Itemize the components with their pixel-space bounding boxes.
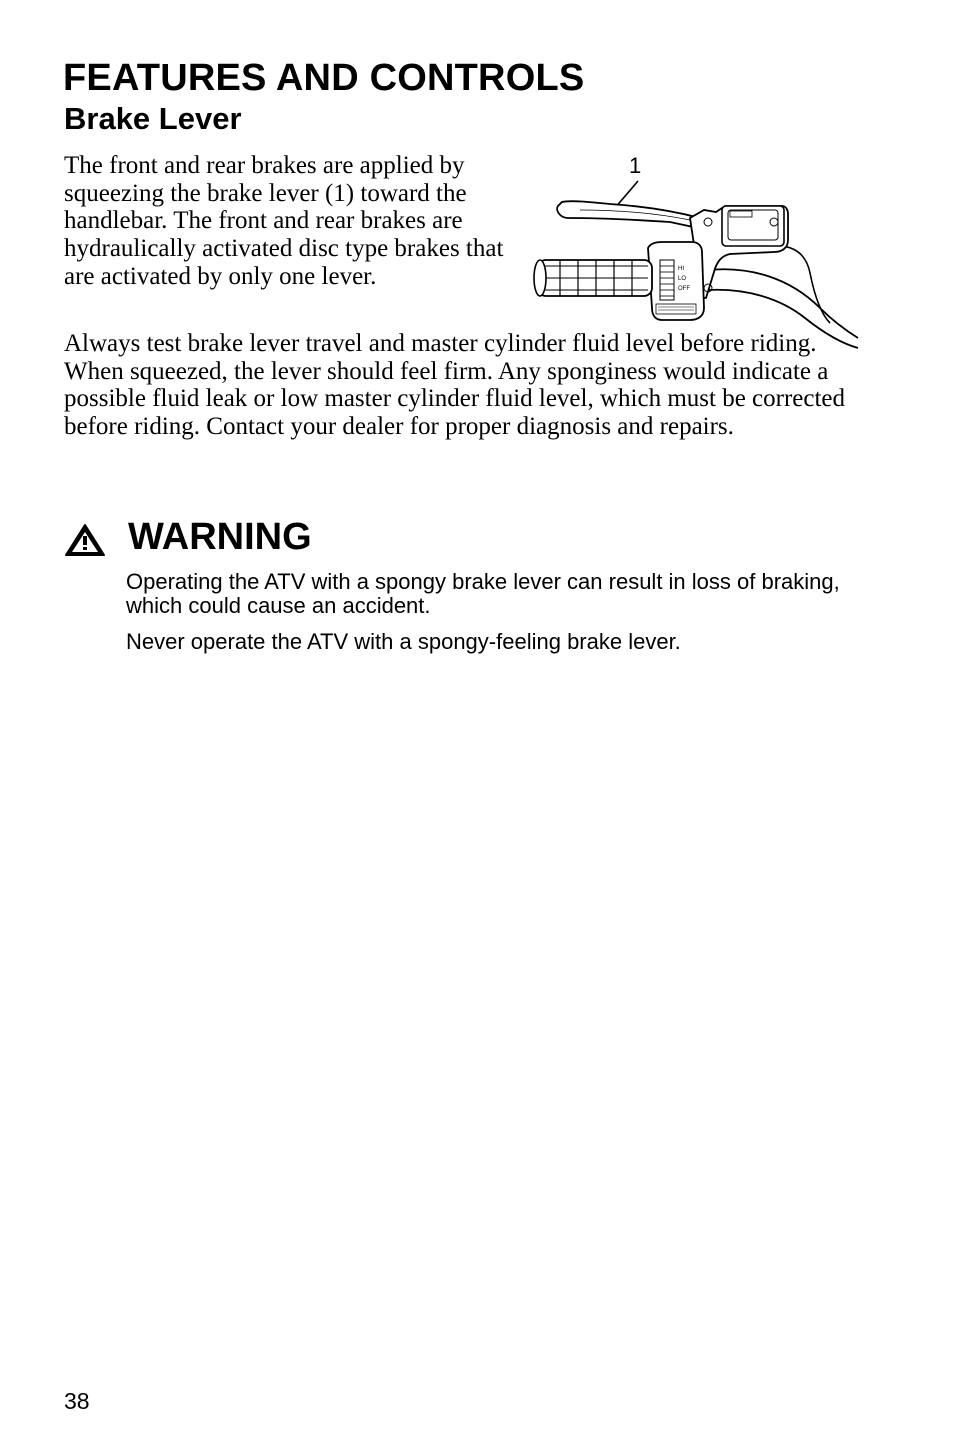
switch-label-off: OFF: [678, 286, 690, 292]
body-paragraph-2: Always test brake lever travel and master cylinder fluid level before riding. When squeezed, the lever should feel firm. Any sponginess would indicate a possible fluid leak or low master cylinder fluid level, which must be corrected before riding. Contact your dealer for proper diagnosis and repairs.: [64, 330, 846, 441]
brake-lever-illustration: [520, 148, 865, 358]
warning-heading: WARNING: [128, 516, 312, 558]
switch-label-hi: HI: [678, 266, 684, 272]
page-number: 38: [64, 1388, 90, 1414]
section-title: Brake Lever: [64, 101, 242, 136]
body-paragraph-1: The front and rear brakes are applied by squeezing the brake lever (1) toward the handlebar. The front and rear brakes are hydraulically activated disc type brakes that are activated by only one lever.: [64, 152, 504, 290]
warning-triangle-icon: [64, 523, 106, 557]
switch-label-lo: LO: [678, 276, 687, 282]
callout-number: 1: [629, 153, 642, 178]
warning-text-2: Never operate the ATV with a spongy-feeling brake lever.: [126, 629, 681, 654]
warning-text-1: Operating the ATV with a spongy brake lever can result in loss of braking, which could cause an accident.: [126, 569, 840, 618]
page-title: FEATURES AND CONTROLS: [63, 57, 585, 99]
